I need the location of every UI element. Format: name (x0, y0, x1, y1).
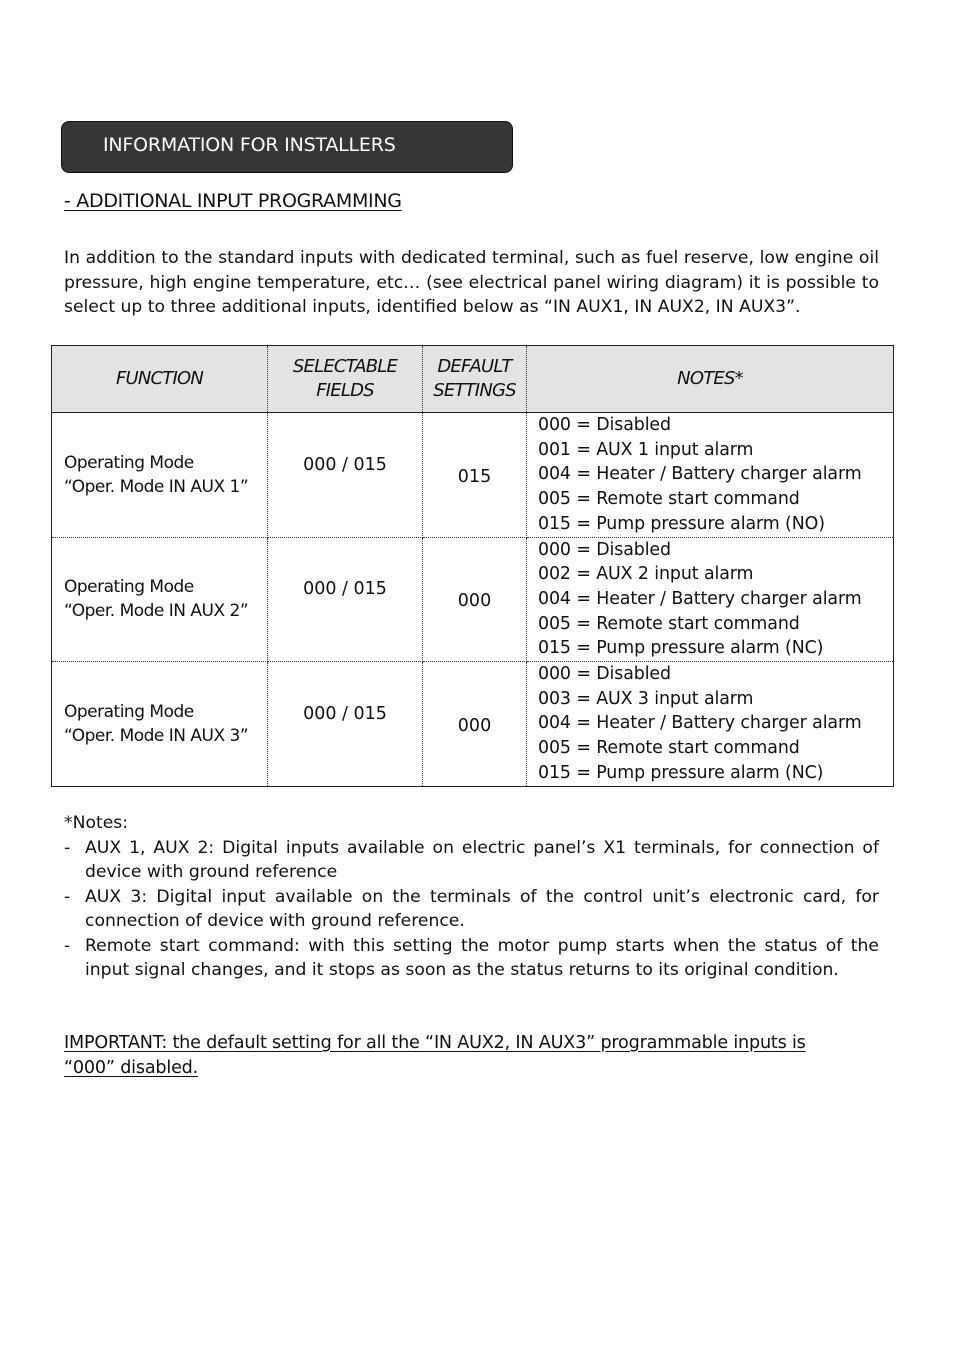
function-cell: Operating Mode “Oper. Mode IN AUX 3” (52, 662, 268, 787)
aux-input-table (51, 345, 894, 787)
note-line: 005 = Remote start command (538, 738, 800, 759)
bullet-dash: - (64, 935, 71, 956)
table-header-row (52, 346, 894, 413)
notes-cell (527, 662, 894, 787)
footnote-item: - AUX 3: Digital input available on the terminals of the control unit’s electronic card, for connection of device with ground reference. (64, 886, 879, 931)
note-line: 015 = Pump pressure alarm (NC) (538, 638, 824, 659)
table-row (52, 413, 894, 538)
function-cell: Operating Mode “Oper. Mode IN AUX 1” (52, 413, 268, 538)
section-title: - ADDITIONAL INPUT PROGRAMMING (64, 190, 402, 212)
table-row (52, 537, 894, 662)
note-line: 005 = Remote start command (538, 613, 800, 634)
note-line: 000 = Disabled (538, 664, 671, 685)
note-line: 000 = Disabled (538, 539, 671, 560)
bullet-dash: - (64, 886, 71, 907)
note-line: 000 = Disabled (538, 415, 671, 435)
note-line: 004 = Heater / Battery charger alarm (538, 713, 862, 734)
intro-paragraph: In addition to the standard inputs with dedicated terminal, such as fuel reserve, low engine oil pressure, high engine temperature, etc… (see electrical panel wiring diagram) it is possible to select up to three additional inputs, identified below as “IN AUX1, IN AUX2, IN AUX3”. (64, 248, 879, 317)
header-function: FUNCTION (52, 346, 268, 413)
function-cell: Operating Mode “Oper. Mode IN AUX 2” (52, 537, 268, 662)
installers-header-banner (61, 121, 513, 173)
default-cell: 015 (423, 413, 527, 538)
note-line: 002 = AUX 2 input alarm (538, 564, 754, 585)
note-line: 004 = Heater / Battery charger alarm (538, 464, 862, 485)
note-line: 015 = Pump pressure alarm (NO) (538, 513, 825, 534)
bullet-dash: - (64, 837, 71, 858)
footnotes (64, 811, 879, 983)
installers-header-title: INFORMATION FOR INSTALLERS (103, 134, 396, 156)
footnote-item: - Remote start command: with this setting the motor pump starts when the status of the input signal changes, and it stops as soon as the status returns to its original condition. (64, 935, 879, 980)
fields-cell: 000 / 015 (268, 662, 423, 787)
footnote-item: - AUX 1, AUX 2: Digital inputs available on electric panel’s X1 terminals, for connection of device with ground reference (64, 837, 879, 882)
notes-cell (527, 537, 894, 662)
important-notice: IMPORTANT: the default setting for all the “IN AUX2, IN AUX3” programmable inputs is “000” disabled. (64, 1033, 806, 1078)
fields-cell: 000 / 015 (268, 537, 423, 662)
note-line: 005 = Remote start command (538, 489, 800, 510)
note-line: 015 = Pump pressure alarm (NC) (538, 762, 824, 783)
header-notes: NOTES* (527, 346, 894, 413)
header-default-settings: DEFAULT SETTINGS (423, 346, 527, 413)
default-cell: 000 (423, 662, 527, 787)
note-line: 003 = AUX 3 input alarm (538, 688, 754, 709)
note-line: 004 = Heater / Battery charger alarm (538, 588, 862, 609)
footnotes-heading: *Notes: (64, 813, 129, 833)
note-line: 001 = AUX 1 input alarm (538, 439, 754, 460)
notes-cell (527, 413, 894, 538)
fields-cell: 000 / 015 (268, 413, 423, 538)
table-row (52, 662, 894, 787)
default-cell: 000 (423, 537, 527, 662)
header-selectable-fields: SELECTABLE FIELDS (268, 346, 423, 413)
